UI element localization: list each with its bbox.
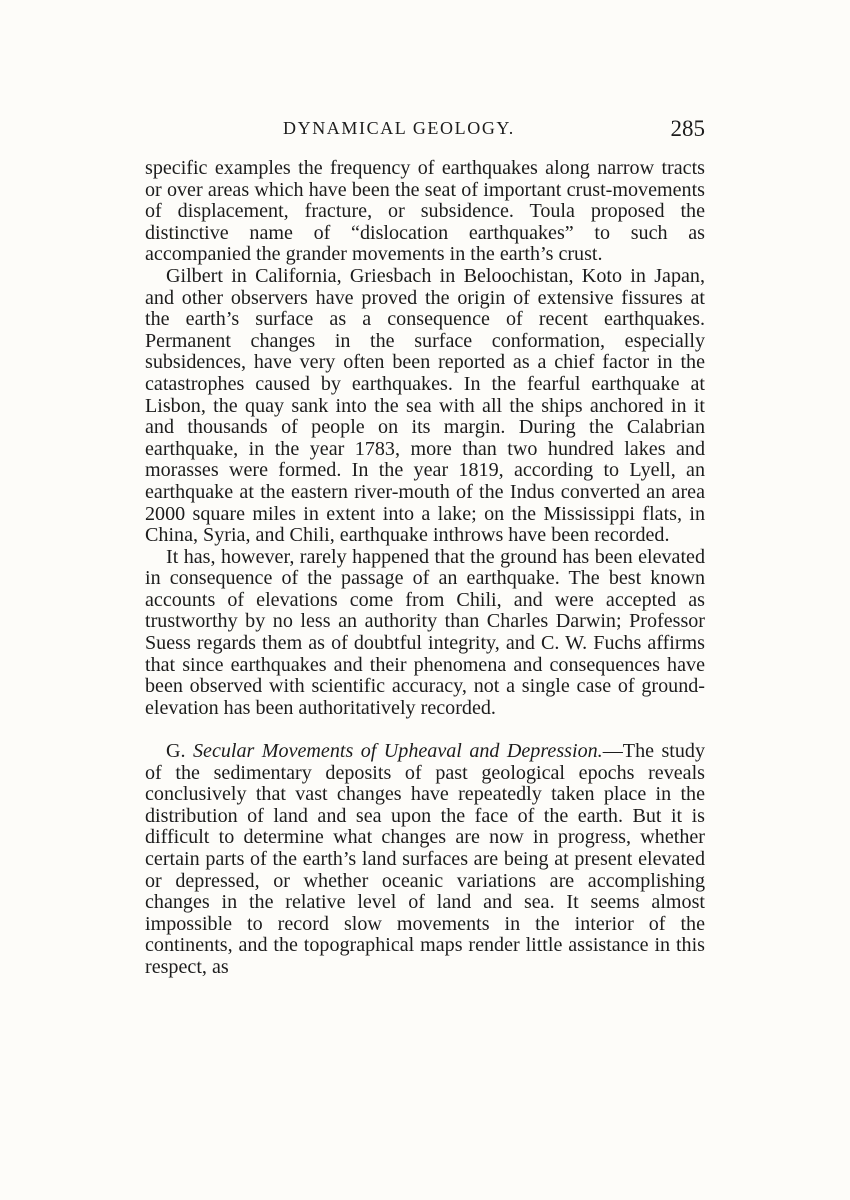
section-text: The study of the sedimentary deposits of past geological epochs reveals conclusively that vast changes have repeatedly taken place in the distribution of land and sea upon the face of the earth. But it is difficult to determine what changes are now in progress, whether certain parts of the earth’s land surfaces are being at present elevated or depressed, or whether oceanic variations are accomplishing changes in the relative level of land and sea. It seems almost impossible to record slow movements in the interior of the continents, and the topographical maps render little assistance in this respect, as bbox=[145, 740, 706, 978]
section-g-paragraph bbox=[145, 741, 705, 979]
paragraph-elevation: It has, however, rarely happened that the ground has been elevated in consequence of the passage of an earthquake. The best known accounts of elevations come from Chili, and were accepted as trustworthy by no less an authority than Charles Darwin; Professor Suess regards them as of doubtful integrity, and C. W. Fuchs affirms that since earthquakes and their phenomena and consequences have been observed with scientific accuracy, not a single case of ground-elevation has been authoritatively recorded. bbox=[145, 545, 705, 719]
running-head bbox=[145, 118, 705, 148]
section-letter: G. bbox=[166, 740, 186, 763]
section-heading: Secular Movements of Upheaval and Depression. bbox=[192, 740, 603, 763]
paragraph-fissures: Gilbert in California, Griesbach in Beloochistan, Koto in Japan, and other observers have proved the origin of extensive fissures at the earth’s surface as a consequence of recent earthquakes. Permanent changes in the surface conformation, especially subsidences, have very often been reported as a chief factor in the catastrophes caused by earthquakes. In the fearful earthquake at Lisbon, the quay sank into the sea with all the ships anchored in it and thousands of people on its margin. During the Calabrian earthquake, in the year 1783, more than two hundred lakes and morasses were formed. In the year 1819, according to Lyell, an earthquake at the eastern river-mouth of the Indus converted an area 2000 square miles in extent into a lake; on the Mississippi flats, in China, Syria, and Chili, earthquake inthrows have been recorded. bbox=[145, 264, 705, 547]
paragraph-continuation: specific examples the frequency of earthquakes along narrow tracts or over areas which have been the seat of important crust-movements of displacement, fracture, or subsidence. Toula proposed the distinctive name of “dislocation earthquakes” to such as accompanied the grander movements in the earth’s crust. bbox=[145, 157, 705, 266]
page-number: 285 bbox=[670, 116, 705, 141]
running-title: DYNAMICAL GEOLOGY. bbox=[283, 118, 515, 138]
body-text bbox=[145, 158, 705, 979]
section-dash: — bbox=[602, 740, 623, 763]
